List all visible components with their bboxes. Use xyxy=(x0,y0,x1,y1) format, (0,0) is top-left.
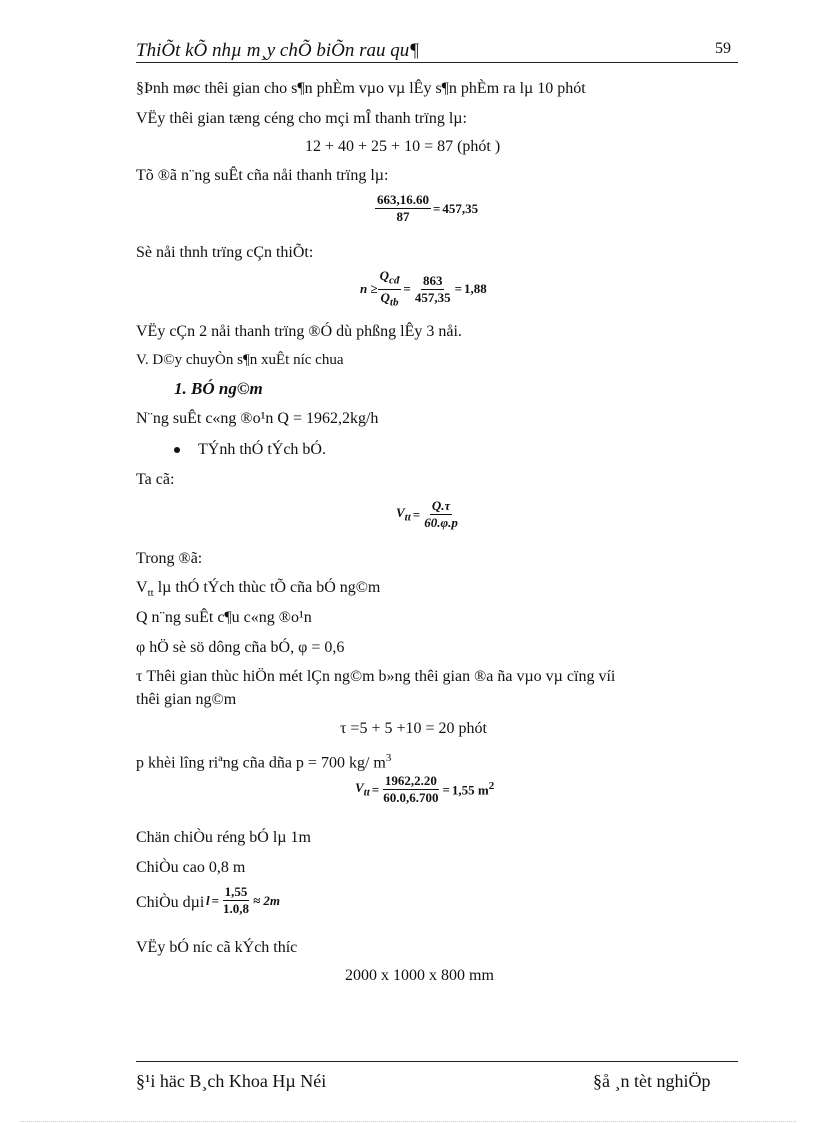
text-line: VËy cÇn 2 nåi thanh trïng ®Ó dù phßng lÊy 3 nåi. xyxy=(136,323,462,340)
fraction xyxy=(221,884,251,917)
symbol: V xyxy=(136,579,148,596)
formula-autoclave-count xyxy=(360,268,487,310)
lhs: n ≥ xyxy=(360,281,378,297)
superscript: 3 xyxy=(385,752,392,764)
text-line: Trong ®ã: xyxy=(136,550,203,567)
subsection-heading: 1. BÓ ng©m xyxy=(174,379,263,398)
denominator: 1.0,8 xyxy=(223,901,250,916)
definition: lµ thÓ tÝch thùc tÕ cña bÓ ng©m xyxy=(153,579,381,596)
equals-sign: = xyxy=(442,781,450,797)
text-line xyxy=(136,748,391,773)
text-line xyxy=(136,578,380,603)
footer-university: §¹i häc B¸ch Khoa Hµ Néi xyxy=(136,1071,327,1091)
fraction xyxy=(422,498,460,531)
text-line: Chän chiÒu réng bÓ lµ 1m xyxy=(136,829,311,846)
fraction xyxy=(413,273,453,306)
text-line: thêi gian ng©m xyxy=(136,691,237,708)
formula-productivity xyxy=(375,192,478,225)
equals-sign: = xyxy=(371,781,380,797)
text-line: §Þnh møc thêi gian cho s¶n phÈm vµo vµ lÊy s¶n phÈm ra lµ 10 phót xyxy=(136,80,586,97)
formula-volume-value xyxy=(355,773,494,806)
text-line: Tõ ®ã n¨ng suÊt cña nåi thanh trïng lµ: xyxy=(136,167,389,184)
denominator: Q xyxy=(380,289,390,305)
formula-length xyxy=(206,884,282,917)
lhs: V xyxy=(355,780,364,796)
section-heading: V. D©y chuyÒn s¶n xuÊt níc chua xyxy=(136,352,344,368)
definition: p khèi lîng riªng cña dña p = 700 kg/ m xyxy=(136,754,386,772)
numerator: 863 xyxy=(422,272,443,288)
equals-sign: = xyxy=(403,281,411,297)
lhs: V xyxy=(396,505,405,521)
result: 457,35 xyxy=(442,200,479,216)
superscript: 2 xyxy=(488,780,495,793)
denominator: 60.0,6.700 xyxy=(383,790,439,805)
text-line: Q n¨ng suÊt c¶u c«ng ®o¹n xyxy=(136,609,312,626)
equals-sign: = xyxy=(412,506,421,522)
subscript: tt xyxy=(147,587,154,600)
equals-sign: = xyxy=(433,200,441,216)
equals-sign: = xyxy=(211,892,220,908)
bullet-item xyxy=(174,440,326,460)
equation-line: τ =5 + 5 +10 = 20 phót xyxy=(340,720,487,737)
text-line: N¨ng suÊt c«ng ®o¹n Q = 1962,2kg/h xyxy=(136,410,379,427)
denominator: 87 xyxy=(396,209,410,224)
numerator: 1,55 xyxy=(224,884,248,899)
footer-thesis: §å ¸n tèt nghiÖp xyxy=(593,1071,711,1091)
fraction xyxy=(381,773,440,806)
text-line: ChiÒu dµi xyxy=(136,894,205,911)
result: 1,88 xyxy=(464,281,487,297)
header-title: ThiÕt kÕ nhµ m¸y chÕ biÕn rau qu¶ xyxy=(136,40,420,61)
subscript: tb xyxy=(389,296,399,309)
text-line: Sè nåi thnh trïng cÇn thiÕt: xyxy=(136,244,314,261)
dimensions-line: 2000 x 1000 x 800 mm xyxy=(345,967,494,984)
numerator: Q.τ xyxy=(431,498,451,513)
text-line: Ta cã: xyxy=(136,471,175,488)
footer-divider xyxy=(136,1061,738,1062)
text-line: VËy thêi gian tæng céng cho mçi mÎ thanh trïng lµ: xyxy=(136,110,467,127)
result: ≈ 2m xyxy=(253,892,281,908)
subscript: tt xyxy=(404,511,411,524)
subscript: cđ xyxy=(389,274,400,287)
text-line: τ Thêi gian thùc hiÖn mét lÇn ng©m b»ng thêi gian ®a ña vµo vµ cïng víi xyxy=(136,668,616,685)
text-line: VËy bÓ níc cã kÝch thíc xyxy=(136,939,298,956)
denominator: 457,35 xyxy=(414,289,451,305)
result: 1,55 m xyxy=(451,782,489,798)
equals-sign: = xyxy=(454,281,462,297)
bullet-icon xyxy=(174,447,180,453)
text-line: φ hÖ sè sö dông cña bÓ, φ = 0,6 xyxy=(136,639,345,656)
numerator: Q xyxy=(379,268,390,283)
denominator: 60.φ.p xyxy=(424,515,458,530)
page-number: 59 xyxy=(715,40,731,57)
page-edge xyxy=(20,1121,796,1122)
numerator: 663,16.60 xyxy=(377,192,429,207)
formula-volume xyxy=(396,498,460,531)
header-divider xyxy=(136,62,738,63)
lhs: l xyxy=(206,892,210,908)
equation-line: 12 + 40 + 25 + 10 = 87 (phót ) xyxy=(305,138,501,155)
bullet-text: TÝnh thÓ tÝch bÓ. xyxy=(198,441,326,458)
fraction xyxy=(375,192,431,225)
subscript: tt xyxy=(363,786,370,799)
text-line: ChiÒu cao 0,8 m xyxy=(136,859,246,876)
numerator: 1962,2.20 xyxy=(384,773,437,788)
fraction xyxy=(378,268,402,310)
